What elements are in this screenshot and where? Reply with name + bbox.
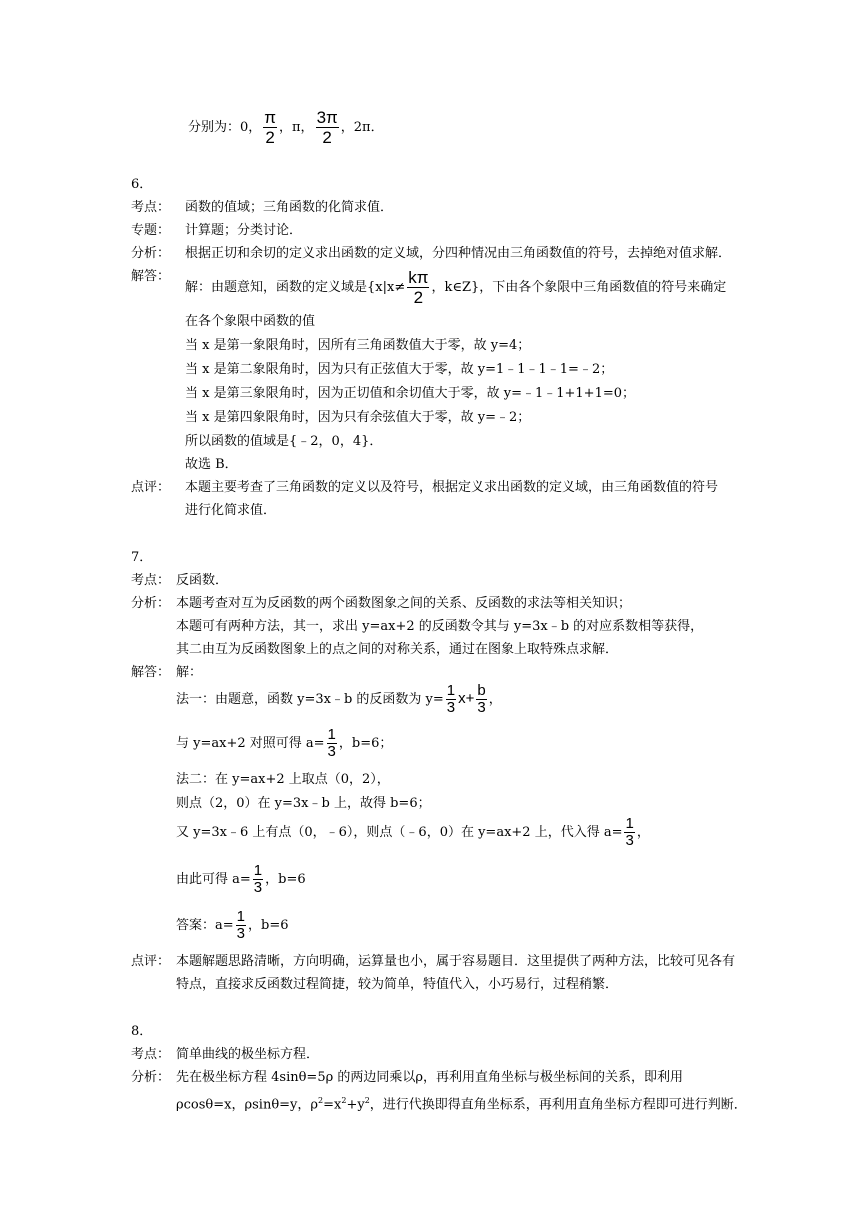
q6-dianping2: 进行化简求值． xyxy=(185,503,277,518)
fraction-kpi-over-2: $\frac{k\pi}{2}$ xyxy=(408,268,429,307)
q7-jie: 解： xyxy=(176,665,203,680)
fraction-1-over-3: $\frac{1}{3}$ xyxy=(625,815,634,849)
fraction-pi-over-2: $\frac{\pi}{2}$ xyxy=(264,108,277,147)
q6-dianping-label: 点评： xyxy=(131,480,171,495)
q7-kaodian-label: 考点： xyxy=(131,573,171,588)
q8-fenxi-label: 分析： xyxy=(131,1070,171,1085)
text: 分别为：0， xyxy=(188,120,262,135)
q7-fenxi1: 本题考查对互为反函数的两个函数图象之间的关系、反函数的求法等相关知识； xyxy=(176,596,632,611)
q7-dianping-label: 点评： xyxy=(131,954,171,969)
q7-method1-compare: 与 y=ax+2 对照可得 a= $\frac{1}{3}$ ，b=6； xyxy=(176,726,393,760)
q7-method2: 法二：在 y=ax+2 上取点（0，2）， xyxy=(176,772,390,787)
q7-method2-b: 则点（2，0）在 y=3x﹣b 上，故得 b=6； xyxy=(176,796,431,811)
q6-line7: 所以函数的值域是{﹣2，0，4}． xyxy=(185,434,383,449)
q6-fenxi-label: 分析： xyxy=(131,246,171,261)
text: ，2π． xyxy=(340,120,384,135)
q7-kaodian: 反函数． xyxy=(176,573,229,588)
top-line xyxy=(188,108,384,148)
fraction-3pi-over-2: $\frac{3\pi}{2}$ xyxy=(316,108,338,147)
q7-result: 由此可得 a= $\frac{1}{3}$ ，b=6 xyxy=(176,862,306,896)
text: ，π， xyxy=(279,120,314,135)
q6-dianping1: 本题主要考查了三角函数的定义以及符号，根据定义求出函数的定义域，由三角函数值的符号 xyxy=(185,480,719,495)
q7-dianping1: 本题解题思路清晰，方向明确，运算量也小，属于容易题目．这里提供了两种方法，比较可见各有 xyxy=(176,954,736,969)
fraction-1-over-3: $\frac{1}{3}$ xyxy=(253,862,263,896)
q7-fenxi-label: 分析： xyxy=(131,596,171,611)
q6-line8: 故选 B． xyxy=(185,457,238,472)
q6-line5: 当 x 是第三象限角时，因为正切值和余切值大于零，故 y=﹣1﹣1+1+1=0； xyxy=(185,386,635,401)
fraction-1-over-3: $\frac{1}{3}$ xyxy=(446,682,456,716)
q7-answer: 答案：a= $\frac{1}{3}$ ，b=6 xyxy=(176,908,289,942)
q7-method1: 法一：由题意，函数 y=3x﹣b 的反函数为 y= $\frac{1}{3}$ x+ $\frac{b}{3}$ ， xyxy=(176,682,502,716)
q7-dianping2: 特点，直接求反函数过程简捷，较为简单，特值代入，小巧易行，过程稍繁． xyxy=(176,977,619,992)
q6-line3: 当 x 是第一象限角时，因所有三角函数值大于零，故 y=4； xyxy=(185,338,531,353)
q8-kaodian-label: 考点： xyxy=(131,1047,171,1062)
q6-zhuanti: 计算题；分类讨论． xyxy=(185,223,303,238)
q6-kaodian-label: 考点： xyxy=(131,200,171,215)
fraction-1-over-3: $\frac{1}{3}$ xyxy=(327,726,336,760)
q6-line6: 当 x 是第四象限角时，因为只有余弦值大于零，故 y=﹣2； xyxy=(185,410,531,425)
q6-line2: 在各个象限中函数的值 xyxy=(185,314,316,329)
q6-line4: 当 x 是第二象限角时，因为只有正弦值大于零，故 y=1﹣1﹣1﹣1=﹣2； xyxy=(185,362,614,377)
q8-fenxi1: 先在极坐标方程 4sinθ=5ρ 的两边同乘以ρ，再利用直角坐标与极坐标间的关系，即利用 xyxy=(176,1070,684,1085)
q6-zhuanti-label: 专题： xyxy=(131,223,171,238)
q8-number: 8． xyxy=(131,1024,153,1039)
q8-kaodian: 简单曲线的极坐标方程． xyxy=(176,1047,320,1062)
q6-kaodian: 函数的值域；三角函数的化简求值． xyxy=(185,200,394,215)
q7-fenxi3: 其二由互为反函数图象上的点之间的对称关系，通过在图象上取特殊点求解． xyxy=(176,642,619,657)
q6-number: 6． xyxy=(131,177,153,192)
q7-method2-c: 又 y=3x﹣6 上有点（0，﹣6），则点（﹣6，0）在 y=ax+2 上，代入得 a= $\frac{1}{3}$ ， xyxy=(176,815,650,849)
q7-jieda-label: 解答： xyxy=(131,665,171,680)
q7-number: 7． xyxy=(131,550,153,565)
q6-fenxi: 根据正切和余切的定义求出函数的定义域，分四种情况由三角函数值的符号，去掉绝对值求解． xyxy=(185,246,732,261)
fraction-b-over-3: $\frac{b}{3}$ xyxy=(477,682,486,716)
q7-fenxi2: 本题可有两种方法，其一，求出 y=ax+2 的反函数令其与 y=3x﹣b 的对应系数相等获得， xyxy=(176,619,704,634)
q6-line1: 解：由题意知，函数的定义域是{x|x≠ $\frac{k\pi}{2}$ ，k∈Z}，下由各个象限中三角函数值的符号来确定 xyxy=(185,268,727,307)
q8-fenxi2: ρcosθ=x，ρsinθ=y，$\rho^2=x^2+y^2$，进行代换即得直角坐标系，再利用直角坐标方程即可进行判断． xyxy=(176,1096,747,1113)
q6-jieda-label: 解答： xyxy=(131,269,171,284)
fraction-1-over-3: $\frac{1}{3}$ xyxy=(236,908,245,942)
